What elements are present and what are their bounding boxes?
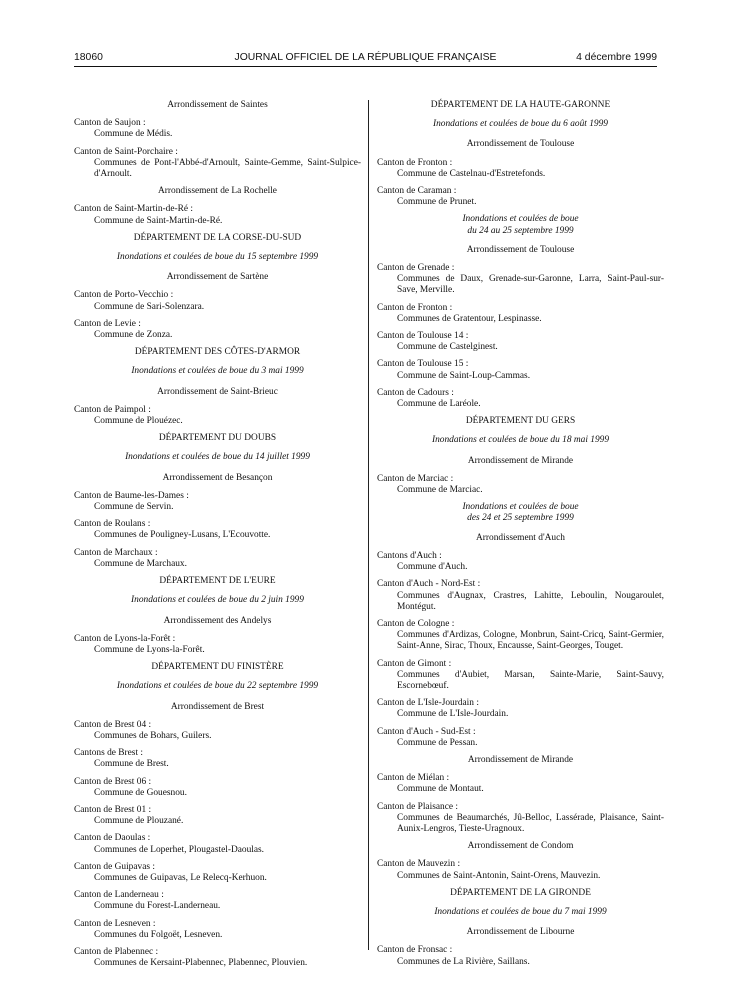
- canton-entry: [74, 147, 361, 181]
- arrondissement-heading: Arrondissement de Saintes: [167, 100, 268, 110]
- canton-name: Cantons d'Auch :: [377, 550, 442, 561]
- canton-entry: [74, 919, 361, 941]
- canton-entry: [377, 859, 664, 881]
- arrondissement-heading: Arrondissement de Brest: [170, 701, 265, 712]
- commune-list: Commune de Lyons-la-Forêt.: [94, 644, 205, 655]
- commune-list: Commune de Zonza.: [94, 330, 173, 341]
- canton-entry: [74, 890, 361, 912]
- commune-list: Commune d'Auch.: [397, 562, 468, 573]
- canton-entry: [377, 727, 664, 749]
- commune-list: Communes d'Ardizas, Cologne, Monbrun, Saint-Cricq, Saint-Germier, Saint-Anne, Sirac, Thoux, Encausse, Saint-Georges, Touget.: [397, 630, 664, 652]
- event-heading: Inondations et coulées de boue du 15 septembre 1999: [116, 252, 319, 263]
- department-heading: DÉPARTEMENT DES CÔTES-D'ARMOR: [134, 347, 301, 358]
- canton-name: Canton de Baume-les-Dames :: [74, 490, 189, 501]
- arrondissement-heading: Arrondissement de La Rochelle: [158, 186, 277, 197]
- commune-list: Commune de Brest.: [94, 759, 169, 770]
- commune-list: Commune de Montaut.: [397, 784, 484, 795]
- canton-entry: [74, 319, 361, 341]
- canton-entry: [377, 698, 664, 720]
- commune-list: Communes de Pouligney-Lusans, L'Ecouvotte.: [94, 530, 271, 541]
- canton-name: Canton de Guipavas :: [74, 861, 155, 872]
- canton-name: Canton de Toulouse 14 :: [377, 331, 469, 342]
- commune-list: Communes de Kersaint-Plabennec, Plabennec, Plouvien.: [94, 958, 308, 969]
- canton-name: Canton de L'Isle-Jourdain :: [377, 698, 479, 709]
- canton-name: Canton de Roulans :: [74, 519, 151, 530]
- canton-entry: [74, 491, 361, 513]
- commune-list: Commune de Saint-Loup-Cammas.: [397, 370, 531, 381]
- commune-list: Communes de Beaumarchés, Jû-Belloc, Lassérade, Plaisance, Saint-Aunix-Lengros, Tieste-Uragnoux.: [397, 812, 664, 834]
- canton-entry: [377, 331, 664, 353]
- commune-list: Commune de Saint-Martin-de-Ré.: [94, 215, 223, 226]
- canton-name: Canton de Cadours :: [377, 387, 454, 398]
- arrondissement-heading: Arrondissement de Mirande: [467, 754, 574, 765]
- commune-list: Commune de Servin.: [94, 502, 174, 513]
- canton-entry: [377, 619, 664, 653]
- arrondissement-heading: Arrondissement de Condom: [467, 841, 574, 852]
- canton-entry: [377, 659, 664, 693]
- department-heading: DÉPARTEMENT DU GERS: [465, 416, 576, 427]
- canton-entry: [377, 388, 664, 410]
- canton-name: Canton de Saint-Porchaire :: [74, 146, 178, 157]
- canton-entry: [74, 290, 361, 312]
- canton-name: Canton de Caraman :: [377, 186, 457, 197]
- canton-name: Canton de Fronton :: [377, 302, 453, 313]
- commune-list: Communes de Pont-l'Abbé-d'Arnoult, Sainte-Gemme, Saint-Sulpice-d'Arnoult.: [94, 157, 361, 180]
- canton-name: Canton de Saint-Martin-de-Ré :: [74, 204, 193, 215]
- arrondissement-heading: Arrondissement de Toulouse: [466, 139, 575, 150]
- canton-name: Canton de Toulouse 15 :: [377, 359, 469, 370]
- event-heading: Inondations et coulées de boue du 2 juin 1999: [131, 595, 304, 606]
- event-heading-line: Inondations et coulées de boue: [462, 502, 579, 513]
- column-divider: [368, 100, 369, 950]
- canton-name: Canton de Lesneven :: [74, 918, 156, 929]
- left-column: [74, 100, 361, 975]
- arrondissement-heading: Arrondissement de Saint-Brieuc: [157, 386, 278, 397]
- header-rule: [74, 66, 657, 67]
- canton-entry: [377, 579, 664, 613]
- journal-title: JOURNAL OFFICIEL DE LA RÉPUBLIQUE FRANÇAISE: [234, 52, 497, 63]
- event-heading: Inondations et coulées de boue du 22 septembre 1999: [116, 681, 319, 692]
- right-column: [377, 100, 664, 974]
- commune-list: Communes de La Rivière, Saillans.: [397, 956, 530, 967]
- canton-name: Canton de Grenade :: [377, 263, 455, 274]
- commune-list: Communes d'Aubiet, Marsan, Sainte-Marie, Saint-Sauvy, Escornebœuf.: [397, 669, 664, 691]
- event-heading: Inondations et coulées de boue du 18 mai 1999: [431, 435, 610, 446]
- event-heading: Inondations et coulées de boue du 6 août 1999: [433, 119, 608, 130]
- canton-entry: [74, 634, 361, 656]
- commune-list: Commune de Plouzané.: [94, 816, 184, 827]
- canton-entry: [377, 474, 664, 496]
- commune-list: Commune de Médis.: [94, 129, 173, 140]
- event-heading: Inondations et coulées de boue du 7 mai 1999: [434, 906, 607, 917]
- department-heading: DÉPARTEMENT DU DOUBS: [158, 433, 277, 444]
- commune-list: Commune de Laréole.: [397, 399, 481, 410]
- canton-name: Canton de Miélan :: [377, 773, 450, 784]
- canton-name: Canton de Brest 01 :: [74, 804, 152, 815]
- event-heading-line: des 24 et 25 septembre 1999: [467, 513, 574, 524]
- page-number: 18060: [74, 52, 103, 63]
- arrondissement-heading: Arrondissement d'Auch: [476, 532, 565, 543]
- arrondissement-heading: Arrondissement de Mirande: [467, 455, 574, 466]
- canton-entry: [74, 862, 361, 884]
- commune-list: Commune de L'Isle-Jourdain.: [397, 709, 509, 720]
- event-heading-line: du 24 au 25 septembre 1999: [467, 225, 574, 236]
- commune-list: Communes d'Augnax, Crastres, Lahitte, Leboulin, Nougaroulet, Montégut.: [397, 590, 664, 612]
- canton-name: Canton de Daoulas :: [74, 833, 151, 844]
- commune-list: Commune de Marchaux.: [94, 558, 187, 569]
- canton-entry: [74, 405, 361, 427]
- canton-name: Canton de Cologne :: [377, 618, 455, 629]
- commune-list: Commune de Castelginest.: [397, 342, 498, 353]
- commune-list: Communes de Saint-Antonin, Saint-Orens, Mauvezin.: [397, 870, 601, 881]
- commune-list: Communes du Folgoët, Lesneven.: [94, 929, 223, 940]
- canton-name: Canton d'Auch - Sud-Est :: [377, 726, 476, 737]
- canton-entry: [377, 551, 664, 573]
- arrondissement-heading: Arrondissement des Andelys: [163, 615, 272, 626]
- arrondissement-heading: Arrondissement de Toulouse: [466, 244, 575, 255]
- canton-name: Canton de Lyons-la-Forêt :: [74, 633, 176, 644]
- canton-entry: [377, 158, 664, 180]
- department-heading: DÉPARTEMENT DE LA GIRONDE: [450, 887, 591, 898]
- arrondissement-heading: Arrondissement de Libourne: [466, 927, 575, 938]
- canton-name: Canton de Brest 04 :: [74, 719, 152, 730]
- canton-entry: [74, 548, 361, 570]
- canton-name: Canton de Saujon :: [74, 118, 146, 129]
- commune-list: Commune de Gouesnou.: [94, 787, 187, 798]
- event-heading: [377, 214, 664, 236]
- arrondissement-heading: Arrondissement de Besançon: [162, 472, 273, 483]
- canton-entry: [377, 303, 664, 325]
- commune-list: Commune de Sari-Solenzara.: [94, 301, 205, 312]
- event-heading: Inondations et coulées de boue du 14 juillet 1999: [125, 452, 310, 463]
- department-heading: DÉPARTEMENT DE L'EURE: [159, 576, 276, 587]
- commune-list: Commune de Pessan.: [397, 737, 478, 748]
- canton-entry: [74, 805, 361, 827]
- canton-name: Canton de Paimpol :: [74, 404, 151, 415]
- commune-list: Commune de Marciac.: [397, 485, 483, 496]
- canton-name: Canton de Marchaux :: [74, 547, 158, 558]
- canton-entry: [377, 263, 664, 297]
- canton-name: Canton de Levie :: [74, 318, 141, 329]
- event-heading: [377, 502, 664, 524]
- canton-name: Canton de Porto-Vecchio :: [74, 290, 174, 301]
- event-heading-line: Inondations et coulées de boue: [462, 214, 579, 225]
- commune-list: Communes de Guipavas, Le Relecq-Kerhuon.: [94, 872, 267, 883]
- canton-entry: [74, 519, 361, 541]
- canton-name: Canton de Fronsac :: [377, 945, 453, 956]
- canton-entry: [377, 359, 664, 381]
- commune-list: Communes de Daux, Grenade-sur-Garonne, Larra, Saint-Paul-sur-Save, Merville.: [397, 274, 664, 296]
- canton-name: Canton de Marciac :: [377, 473, 454, 484]
- canton-entry: [74, 204, 361, 226]
- canton-name: Cantons de Brest :: [74, 748, 144, 759]
- canton-entry: [74, 748, 361, 770]
- canton-name: Canton de Landerneau :: [74, 890, 164, 901]
- canton-name: Canton de Plabennec :: [74, 946, 159, 957]
- commune-list: Commune du Forest-Landerneau.: [94, 901, 221, 912]
- commune-list: Commune de Prunet.: [397, 197, 477, 208]
- canton-name: Canton de Brest 06 :: [74, 776, 152, 787]
- commune-list: Communes de Loperhet, Plougastel-Daoulas.: [94, 844, 265, 855]
- arrondissement-heading: Arrondissement de Sartène: [166, 272, 269, 283]
- commune-list: Communes de Bohars, Guilers.: [94, 730, 212, 741]
- canton-entry: [74, 720, 361, 742]
- canton-name: Canton de Plaisance :: [377, 801, 458, 812]
- canton-entry: [74, 947, 361, 969]
- event-heading: Inondations et coulées de boue du 3 mai 1999: [131, 366, 304, 377]
- department-heading: DÉPARTEMENT DE LA CORSE-DU-SUD: [133, 232, 302, 243]
- canton-entry: [377, 773, 664, 795]
- canton-entry: [377, 945, 664, 967]
- department-heading: DÉPARTEMENT DE LA HAUTE-GARONNE: [430, 100, 611, 110]
- canton-name: Canton d'Auch - Nord-Est :: [377, 579, 481, 590]
- canton-name: Canton de Gimont :: [377, 658, 452, 669]
- commune-list: Communes de Gratentour, Lespinasse.: [397, 313, 542, 324]
- canton-entry: [74, 118, 361, 140]
- canton-name: Canton de Mauvezin :: [377, 859, 461, 870]
- department-heading: DÉPARTEMENT DU FINISTÈRE: [151, 662, 284, 673]
- canton-entry: [377, 186, 664, 208]
- canton-entry: [377, 802, 664, 836]
- canton-entry: [74, 777, 361, 799]
- issue-date: 4 décembre 1999: [576, 52, 657, 63]
- commune-list: Commune de Castelnau-d'Estretefonds.: [397, 168, 546, 179]
- commune-list: Commune de Plouézec.: [94, 416, 183, 427]
- canton-entry: [74, 833, 361, 855]
- canton-name: Canton de Fronton :: [377, 157, 453, 168]
